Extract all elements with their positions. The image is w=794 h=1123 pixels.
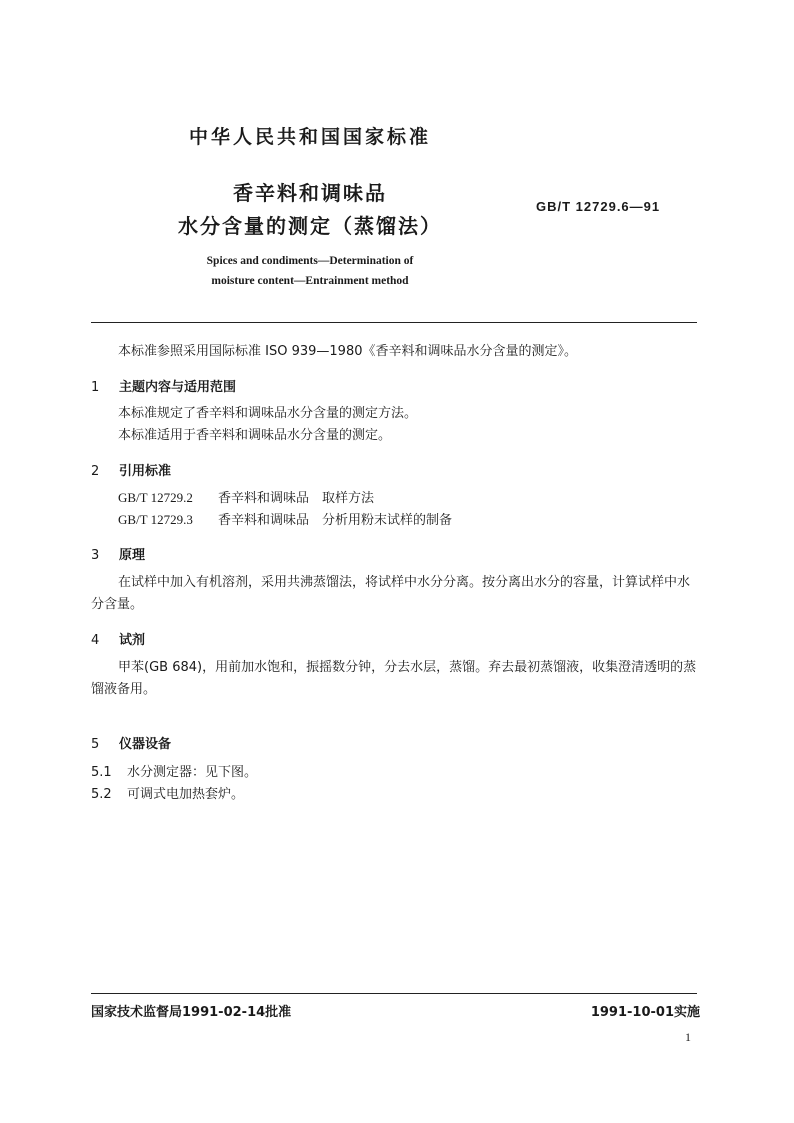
item-number: 5.2 [91,787,112,802]
reference-item [118,509,452,532]
equipment-item [91,762,257,784]
intro-paragraph: 本标准参照采用国际标准 ISO 939—1980《香辛料和调味品水分含量的测定》。 [118,344,577,359]
section-3-line1: 在试样中加入有机溶剂，采用共沸蒸馏法，将试样中水分分离。按分离出水分的容量，计算试样中水 [118,575,691,590]
section-1-line2: 本标准适用于香辛料和调味品水分含量的测定。 [118,428,392,443]
section-1-line1: 本标准规定了香辛料和调味品水分含量的测定方法。 [118,406,418,421]
section-3-heading [91,544,145,563]
section-number: 2 [91,464,100,479]
english-title-line2: moisture content—Entrainment method [211,275,409,287]
section-title: 试剂 [119,633,146,648]
item-number: 5.1 [91,765,112,780]
section-number: 3 [91,548,100,563]
reference-title: 香辛料和调味品 分析用粉末试样的制备 [218,513,453,528]
english-title-line1: Spices and condiments—Determination of [206,255,414,267]
section-3-line2: 分含量。 [91,597,144,612]
standard-code: GB/T 12729.6—91 [536,199,661,214]
document-title-line1: 香辛料和调味品 [233,181,387,205]
equipment-item [91,784,244,806]
section-title: 仪器设备 [119,737,172,752]
section-number: 1 [91,380,100,395]
header-divider [91,322,697,323]
section-2-heading [91,460,171,479]
section-title: 主题内容与适用范围 [119,380,237,395]
national-standard-title: 中华人民共和国国家标准 [188,126,431,148]
section-1-heading [91,376,236,395]
section-number: 4 [91,633,100,648]
approval-date: 国家技术监督局1991-02-14批准 [91,1005,292,1020]
item-text: 可调式电加热套炉。 [127,787,245,802]
page-number: 1 [685,1030,691,1044]
reference-item [118,487,374,510]
item-text: 水分测定器：见下图。 [127,765,258,780]
section-number: 5 [91,737,100,752]
reference-code: GB/T 12729.2 [118,490,193,505]
section-4-line2: 馏液备用。 [91,682,157,697]
section-4-line1: 甲苯(GB 684)，用前加水饱和，振摇数分钟，分去水层，蒸馏。弃去最初蒸馏液，收集澄清透明的蒸 [118,660,697,675]
section-4-heading [91,629,145,648]
section-title: 引用标准 [119,464,172,479]
section-title: 原理 [119,548,146,563]
reference-title: 香辛料和调味品 取样方法 [218,491,375,506]
section-5-heading [91,733,171,752]
document-title-line2: 水分含量的测定（蒸馏法） [178,214,442,238]
reference-code: GB/T 12729.3 [118,512,193,527]
implementation-date: 1991-10-01实施 [590,1005,700,1020]
footer-divider [91,993,697,994]
